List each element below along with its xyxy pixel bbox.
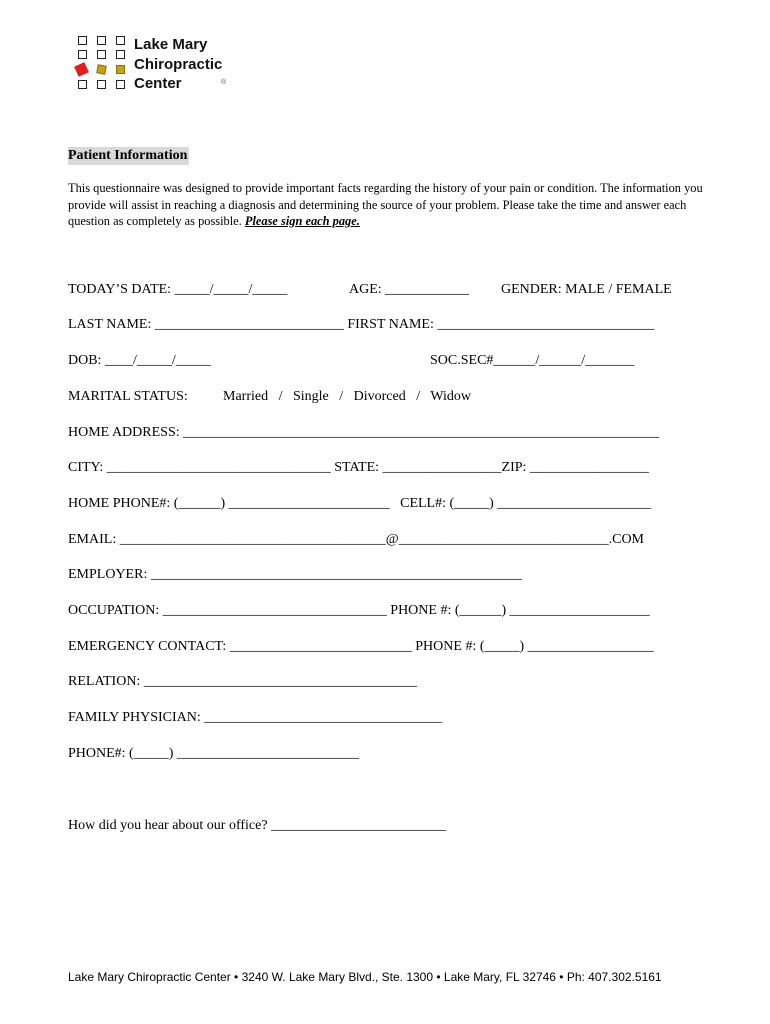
emergency-contact-field[interactable]: EMERGENCY CONTACT: __________________________ PHONE #: (_____) __________________ — [68, 639, 654, 654]
employer-field[interactable]: EMPLOYER: _____________________________________________________ — [68, 567, 522, 582]
logo-name-line3: Center — [134, 75, 182, 92]
dob-field[interactable]: DOB: ____/_____/_____ — [68, 353, 211, 368]
registered-mark: ® — [221, 79, 227, 86]
todays-date-field[interactable]: TODAY’S DATE: _____/_____/_____ — [68, 282, 288, 297]
name-fields[interactable]: LAST NAME: ___________________________ FIRST NAME: _______________________________ — [68, 317, 655, 332]
logo-name-line2: Chiropractic — [134, 55, 223, 73]
referral-source-field[interactable]: How did you hear about our office? _________________________ — [68, 818, 447, 833]
marital-status-options[interactable]: Married / Single / Divorced / Widow — [223, 389, 472, 404]
intro-text: This questionnaire was designed to provide important facts regarding the history of your pain or condition. The information you provide will assist in reaching a diagnosis and determining the source of your problem. Please take the time and answer each question as completely as possible. — [68, 181, 703, 228]
soc-sec-field[interactable]: SOC.SEC#______/______/_______ — [430, 353, 635, 368]
intro-emphasis: Please sign each page. — [244, 214, 360, 228]
phone-fields[interactable]: HOME PHONE#: (______) _______________________ CELL#: (_____) ______________________ — [68, 496, 652, 511]
logo-name-line1: Lake Mary — [134, 36, 208, 53]
marital-status-label: MARITAL STATUS: — [68, 389, 188, 404]
logo-name — [134, 35, 222, 94]
family-physician-field[interactable]: FAMILY PHYSICIAN: __________________________________ — [68, 710, 443, 725]
intro-paragraph — [68, 180, 708, 230]
age-field[interactable]: AGE: ____________ — [349, 282, 470, 297]
city-state-zip-fields[interactable]: CITY: ________________________________ STATE: _________________ZIP: _________________ — [68, 460, 649, 475]
email-field[interactable]: EMAIL: ______________________________________@______________________________.COM — [68, 532, 645, 547]
physician-phone-field[interactable]: PHONE#: (_____) __________________________ — [68, 746, 359, 761]
section-title: Patient Information — [68, 148, 188, 163]
footer-address: Lake Mary Chiropractic Center • 3240 W. Lake Mary Blvd., Ste. 1300 • Lake Mary, FL 32746 • Ph: 407.302.5161 — [68, 970, 662, 984]
home-address-field[interactable]: HOME ADDRESS: ____________________________________________________________________ — [68, 425, 660, 440]
occupation-field[interactable]: OCCUPATION: ________________________________ PHONE #: (______) ____________________ — [68, 603, 650, 618]
gender-field[interactable]: GENDER: MALE / FEMALE — [501, 282, 672, 297]
logo-grid-icon — [78, 35, 128, 91]
relation-field[interactable]: RELATION: _______________________________________ — [68, 674, 417, 689]
clinic-logo — [78, 35, 238, 91]
